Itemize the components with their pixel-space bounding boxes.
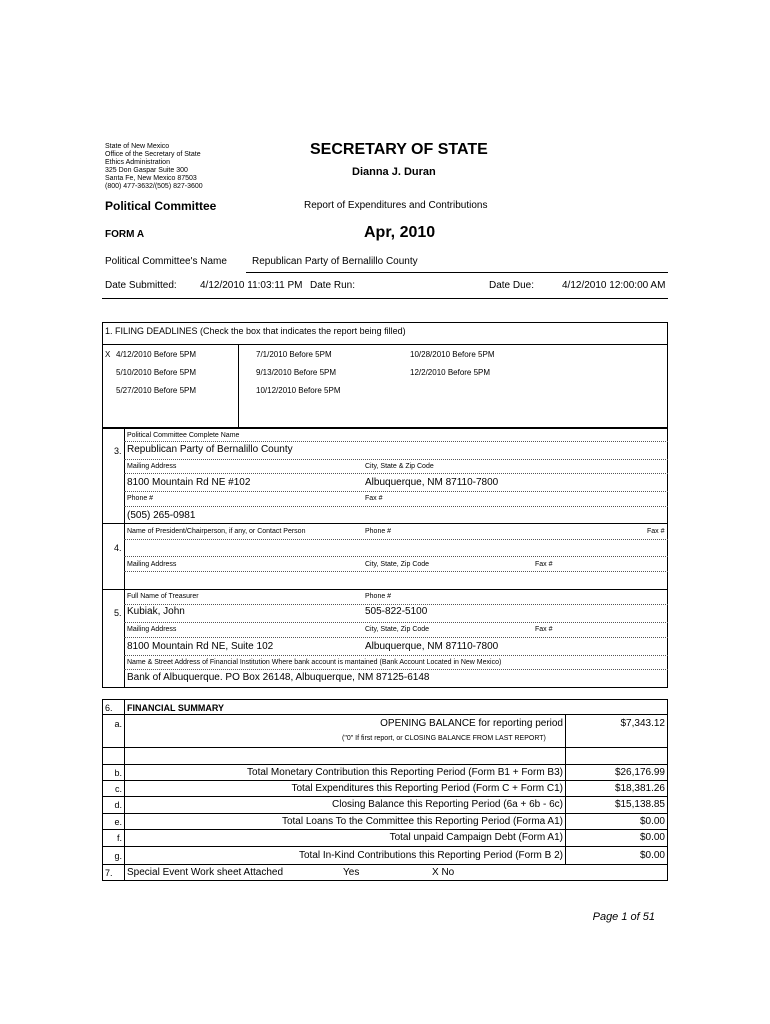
section-number-7: 7. xyxy=(105,868,113,878)
committee-phone-label: Phone # xyxy=(127,495,154,502)
row-letter: b. xyxy=(114,768,122,778)
agency-line: (800) 477-3632/(505) 827-3600 xyxy=(105,183,203,190)
special-event-label: Special Event Work sheet Attached xyxy=(127,867,284,878)
date-submitted-value: 4/12/2010 11:03:11 PM xyxy=(200,280,303,291)
treasurer-mailing-label: Mailing Address xyxy=(127,626,177,633)
agency-line: Santa Fe, New Mexico 87503 xyxy=(105,175,197,182)
summary-label: Total Monetary Contribution this Reporting Period (Form B1 + Form B3) xyxy=(247,767,563,778)
president-name-label: Name of President/Chairperson, if any, or Contact Person xyxy=(127,528,306,535)
section-number-6: 6. xyxy=(105,703,113,713)
section-number-5: 5. xyxy=(114,608,122,618)
deadline-option: 5/10/2010 Before 5PM xyxy=(116,368,197,377)
summary-value: $0.00 xyxy=(639,850,665,861)
special-event-no: X No xyxy=(432,867,455,878)
secretary-name: Dianna J. Duran xyxy=(352,166,436,178)
treasurer-csz-label: City, State, Zip Code xyxy=(365,626,430,633)
row-letter: d. xyxy=(114,800,122,810)
report-title: Report of Expenditures and Contributions xyxy=(304,200,488,211)
summary-label: Total In-Kind Contributions this Reporting Period (Form B 2) xyxy=(298,850,563,861)
row-letter: e. xyxy=(114,817,122,827)
committee-mailing-address: 8100 Mountain Rd NE #102 xyxy=(127,477,251,488)
committee-city-state-zip: Albuquerque, NM 87110-7800 xyxy=(365,477,499,488)
summary-value: $7,343.12 xyxy=(620,718,665,729)
agency-line: Ethics Administration xyxy=(105,159,170,166)
treasurer-mailing-address: 8100 Mountain Rd NE, Suite 102 xyxy=(127,641,274,652)
agency-address xyxy=(105,143,203,191)
date-due-label: Date Due: xyxy=(489,280,535,291)
president-phone-label: Phone # xyxy=(365,528,392,535)
summary-value: $18,381.26 xyxy=(614,783,665,794)
treasurer-phone: 505-822-5100 xyxy=(365,606,428,617)
checked-deadline-mark: X xyxy=(105,350,111,359)
row-letter: f. xyxy=(116,833,122,843)
page-title: SECRETARY OF STATE xyxy=(310,141,488,158)
section-number-4: 4. xyxy=(114,543,122,553)
committee-phone: (505) 265-0981 xyxy=(127,510,196,521)
committee-type-heading: Political Committee xyxy=(105,199,217,213)
opening-balance-note: ("0" If first report, or CLOSING BALANCE FROM LAST REPORT) xyxy=(342,735,546,742)
agency-line: State of New Mexico xyxy=(105,143,170,150)
section-number-3: 3. xyxy=(114,446,122,456)
special-event-yes: Yes xyxy=(343,867,360,878)
date-submitted-label: Date Submitted: xyxy=(105,280,177,291)
bank-name-address: Bank of Albuquerque. PO Box 26148, Albuquerque, NM 87125-6148 xyxy=(127,672,430,683)
summary-value: $0.00 xyxy=(639,832,665,843)
treasurer-fax-label: Fax # xyxy=(535,626,553,633)
bank-label: Name & Street Address of Financial Institution Where bank account is mantained (Bank Account Located in New Mexico) xyxy=(127,659,502,666)
date-due-value: 4/12/2010 12:00:00 AM xyxy=(562,280,666,291)
deadline-option: 7/1/2010 Before 5PM xyxy=(256,350,332,359)
deadline-option: 10/28/2010 Before 5PM xyxy=(410,350,495,359)
filing-deadlines-heading: 1. FILING DEADLINES (Check the box that indicates the report being filled) xyxy=(105,326,406,336)
summary-value: $26,176.99 xyxy=(614,767,665,778)
deadline-option: 12/2/2010 Before 5PM xyxy=(410,368,491,377)
row-letter: g. xyxy=(114,851,122,861)
president-fax-label: Fax # xyxy=(647,528,665,535)
form-label: FORM A xyxy=(105,229,145,240)
treasurer-phone-label: Phone # xyxy=(365,593,392,600)
financial-summary-heading: FINANCIAL SUMMARY xyxy=(127,703,224,713)
summary-label: Total Expenditures this Reporting Period (Form C + Form C1) xyxy=(291,783,563,794)
committee-csz-label: City, State & Zip Code xyxy=(365,463,434,470)
committee-fax-label: Fax # xyxy=(365,495,383,502)
president-fax-label-2: Fax # xyxy=(535,561,553,568)
committee-name-value: Republican Party of Bernalillo County xyxy=(252,256,418,267)
row-letter: c. xyxy=(114,784,122,794)
committee-name-label: Political Committee's Name xyxy=(105,256,227,267)
president-mailing-label: Mailing Address xyxy=(127,561,177,568)
summary-label: Closing Balance this Reporting Period (6a + 6b - 6c) xyxy=(332,799,563,810)
committee-full-name-label: Political Committee Complete Name xyxy=(127,432,240,439)
summary-label: OPENING BALANCE for reporting period xyxy=(380,718,563,729)
treasurer-name: Kubiak, John xyxy=(127,606,185,617)
summary-label: Total Loans To the Committee this Reporting Period (Forma A1) xyxy=(281,816,563,827)
deadline-option: 10/12/2010 Before 5PM xyxy=(256,386,341,395)
date-run-label: Date Run: xyxy=(310,280,356,291)
summary-label: Total unpaid Campaign Debt (Form A1) xyxy=(389,832,563,843)
deadline-option: 4/12/2010 Before 5PM xyxy=(116,350,197,359)
deadline-option: 9/13/2010 Before 5PM xyxy=(256,368,337,377)
page-number: Page 1 of 51 xyxy=(592,911,655,923)
committee-full-name: Republican Party of Bernalillo County xyxy=(127,444,293,455)
summary-value: $0.00 xyxy=(639,816,665,827)
committee-mailing-label: Mailing Address xyxy=(127,463,177,470)
treasurer-name-label: Full Name of Treasurer xyxy=(127,593,199,600)
deadline-option: 5/27/2010 Before 5PM xyxy=(116,386,197,395)
president-csz-label: City, State, Zip Code xyxy=(365,561,430,568)
report-period: Apr, 2010 xyxy=(364,224,436,241)
row-letter: a. xyxy=(114,719,122,729)
agency-line: Office of the Secretary of State xyxy=(105,151,201,158)
summary-value: $15,138.85 xyxy=(614,799,665,810)
agency-line: 325 Don Gaspar Suite 300 xyxy=(105,167,188,174)
treasurer-city-state-zip: Albuquerque, NM 87110-7800 xyxy=(365,641,499,652)
